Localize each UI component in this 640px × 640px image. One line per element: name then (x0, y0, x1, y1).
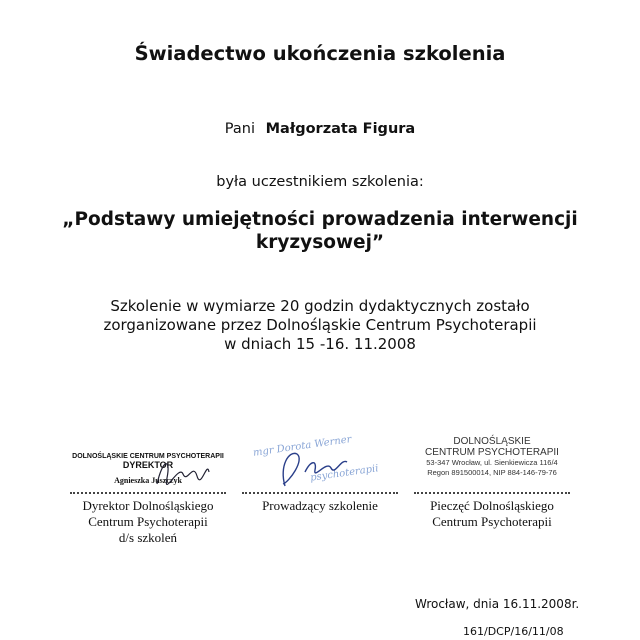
handwritten-signature (275, 446, 355, 490)
signature-label: Prowadzący szkolenie (262, 498, 378, 513)
signature-label: Centrum Psychoterapii (88, 514, 208, 529)
description-line: zorganizowane przez Dolnośląskie Centrum Psychoterapii (103, 316, 537, 334)
signature-line (242, 492, 398, 494)
stamp-line: DOLNOŚLĄSKIE (453, 436, 531, 447)
course-line: „Podstawy umiejętności prowadzenia interwencji (62, 209, 578, 230)
signature-label: Pieczęć Dolnośląskiego (430, 498, 554, 513)
signature-label: Dyrektor Dolnośląskiego (82, 498, 214, 513)
stamp-line: psychoterapii (309, 463, 380, 484)
signature-stamp (402, 432, 582, 530)
director-stamp (58, 432, 238, 492)
participant-text: była uczestnikiem szkolenia: (216, 174, 424, 190)
trainer-stamp (230, 432, 410, 492)
stamp-line: CENTRUM PSYCHOTERAPII (425, 447, 559, 458)
signature-line (414, 492, 570, 494)
description-line: Szkolenie w wymiarze 20 godzin dydaktycznych zostało (110, 297, 530, 315)
issue-date: Wrocław, dnia 16.11.2008r. (415, 597, 580, 611)
recipient (0, 121, 640, 137)
description-line: w dniach 15 -16. 11.2008 (224, 335, 416, 353)
stamp-line: Agnieszka Juszczyk (114, 476, 182, 485)
signature-label: Centrum Psychoterapii (432, 514, 552, 529)
document-title: Świadectwo ukończenia szkolenia (134, 42, 506, 65)
stamp-line: Regon 891500014, NIP 884-146-79-76 (427, 468, 557, 477)
course-line: kryzysowej” (255, 232, 385, 253)
salutation: Pani (224, 121, 255, 137)
stamp-line: mgr Dorota Werner (252, 434, 353, 459)
stamp-line: 53-347 Wrocław, ul. Sienkiewicza 116/4 (426, 458, 558, 467)
signature-director (58, 432, 238, 546)
stamp-line: DOLNOŚLĄSKIE CENTRUM PSYCHOTERAPII (72, 453, 224, 460)
institution-stamp (402, 432, 582, 492)
reference-number: 161/DCP/16/11/08 (463, 625, 564, 638)
recipient-name: Małgorzata Figura (265, 121, 416, 137)
signature-label: d/s szkoleń (118, 530, 178, 545)
stamp-line: DYREKTOR (122, 460, 174, 470)
signature-line (70, 492, 226, 494)
signature-trainer (230, 432, 410, 514)
handwritten-signature (153, 454, 213, 490)
description (0, 297, 640, 354)
course-title (0, 208, 640, 254)
